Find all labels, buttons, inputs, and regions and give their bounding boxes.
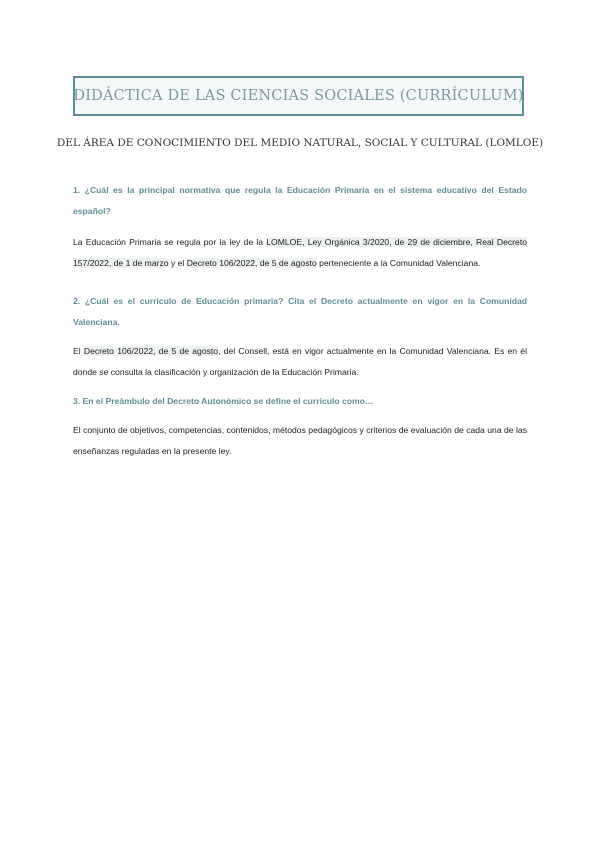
question-1: 1. ¿Cuál es la principal normativa que regula la Educación Primaria en el sistema educativo del Estado español? bbox=[73, 185, 527, 216]
answer-text: La Educación Primaria se regula por la ley de la bbox=[73, 237, 267, 247]
question-2: 2. ¿Cuál es el currículo de Educación primaria? Cita el Decreto actualmente en vigor en la Comunidad Valenciana. bbox=[73, 296, 527, 327]
answer-text: perteneciente a la Comunidad Valenciana. bbox=[316, 258, 481, 268]
highlighted-reference: LOMLOE, Ley Orgánica 3/2020, de 29 de diciembre, Real Decreto 157/2022, de 1 de marzo bbox=[73, 237, 527, 268]
page-title: DIDÁCTICA DE LAS CIENCIAS SOCIALES (CURRÍCULUM) bbox=[73, 88, 524, 104]
answer-text: y el bbox=[168, 258, 187, 268]
answer-text: El conjunto de objetivos, competencias, contenidos, métodos pedagógicos y criterios de evaluación de cada una de las enseñanzas reguladas en la presente ley. bbox=[73, 425, 527, 456]
answer-text: , del Consell, está en vigor actualmente en la Comunidad Valenciana. Es en él donde se consulta la clasificación y organización de la Educación Primaria. bbox=[73, 346, 527, 377]
answer-3 bbox=[73, 420, 527, 462]
answer-1 bbox=[73, 232, 527, 274]
question-3: 3. En el Preámbulo del Decreto Autonómico se define el currículo como… bbox=[73, 396, 374, 406]
title-box bbox=[73, 76, 524, 116]
page-subtitle: DEL ÁREA DE CONOCIMIENTO DEL MEDIO NATURAL, SOCIAL Y CULTURAL (LOMLOE) bbox=[56, 137, 544, 149]
highlighted-reference: Decreto 106/2022, de 5 de agosto bbox=[186, 258, 317, 268]
answer-2 bbox=[73, 341, 527, 383]
qa-content bbox=[73, 180, 527, 462]
highlighted-reference: Decreto 106/2022, de 5 de agosto bbox=[83, 346, 219, 356]
answer-text: El bbox=[73, 346, 84, 356]
